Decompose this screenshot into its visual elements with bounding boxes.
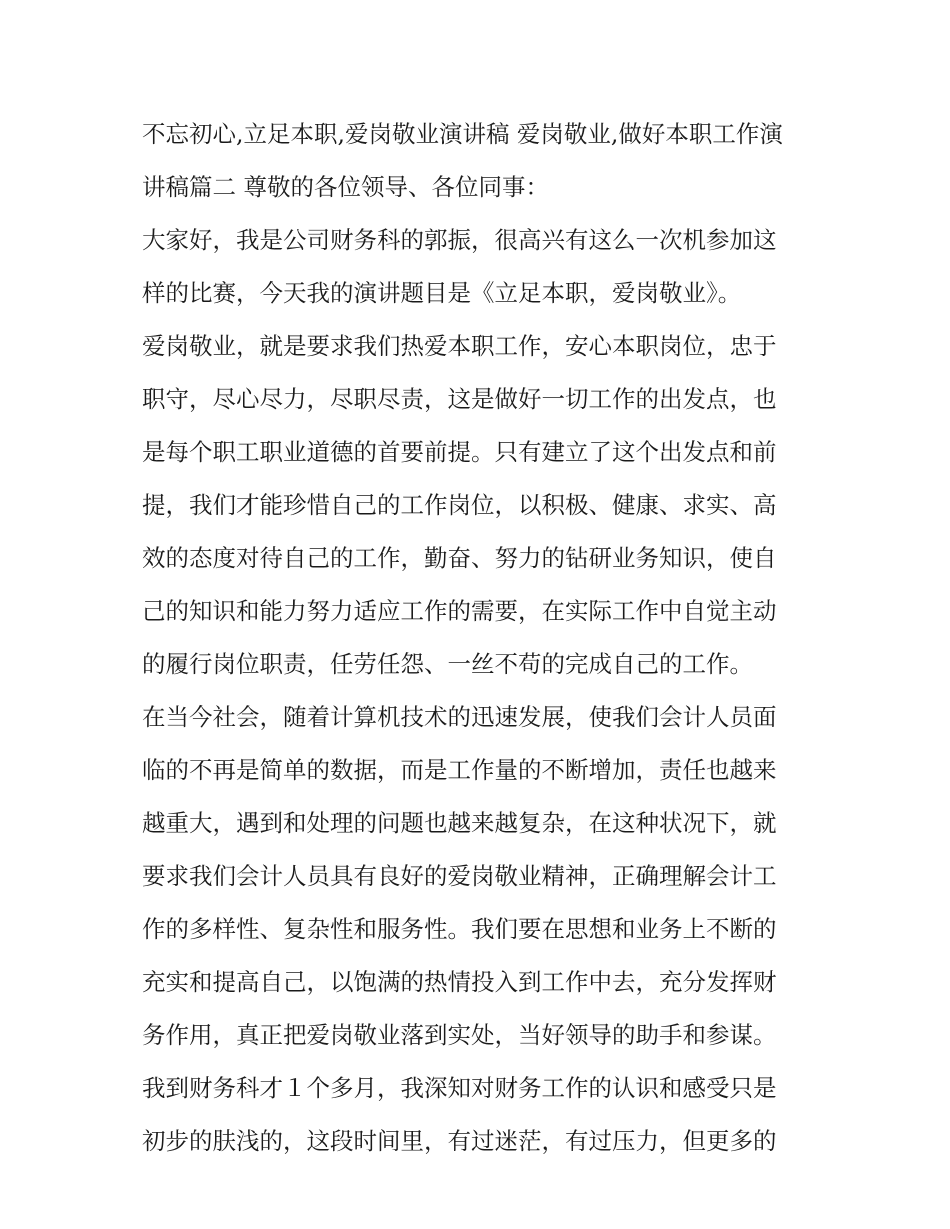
text-line: 不忘初心,立足本职,爱岗敬业演讲稿 爱岗敬业,做好本职工作演 <box>142 120 783 148</box>
text-line: 样的比赛，今天我的演讲题目是《立足本职，爱岗敬业》。 <box>142 279 742 307</box>
text-line: 大家好，我是公司财务科的郭振，很高兴有这么一次机参加这 <box>142 226 777 254</box>
text-line: 提，我们才能珍惜自己的工作岗位，以积极、健康、求实、高 <box>142 491 777 519</box>
text-line: 的履行岗位职责，任劳任怨、一丝不苟的完成自己的工作。 <box>142 650 753 678</box>
text-line: 己的知识和能力努力适应工作的需要，在实际工作中自觉主动 <box>142 597 777 625</box>
text-line: 务作用，真正把爱岗敬业落到实处，当好领导的助手和参谋。 <box>142 1021 777 1049</box>
text-line: 初步的肤浅的，这段时间里，有过迷茫，有过压力，但更多的 <box>142 1127 777 1155</box>
text-line: 讲稿篇二 尊敬的各位领导、各位同事： <box>142 173 549 201</box>
text-line: 效的态度对待自己的工作，勤奋、努力的钻研业务知识，使自 <box>142 544 777 572</box>
speech-text <box>142 108 822 1168</box>
text-line: 爱岗敬业，就是要求我们热爱本职工作，安心本职岗位，忠于 <box>142 332 777 360</box>
text-line: 充实和提高自己，以饱满的热情投入到工作中去，充分发挥财 <box>142 968 777 996</box>
text-line: 要求我们会计人员具有良好的爱岗敬业精神，正确理解会计工 <box>142 862 777 890</box>
text-line: 越重大，遇到和处理的问题也越来越复杂，在这种状况下，就 <box>142 809 777 837</box>
text-line: 临的不再是简单的数据，而是工作量的不断增加，责任也越来 <box>142 756 777 784</box>
text-line: 职守，尽心尽力，尽职尽责，这是做好一切工作的出发点，也 <box>142 385 777 413</box>
text-line: 作的多样性、复杂性和服务性。我们要在思想和业务上不断的 <box>142 915 777 943</box>
text-line: 是每个职工职业道德的首要前提。只有建立了这个出发点和前 <box>142 438 777 466</box>
text-line: 在当今社会，随着计算机技术的迅速发展，使我们会计人员面 <box>142 703 777 731</box>
text-line: 我到财务科才１个多月，我深知对财务工作的认识和感受只是 <box>142 1074 777 1102</box>
